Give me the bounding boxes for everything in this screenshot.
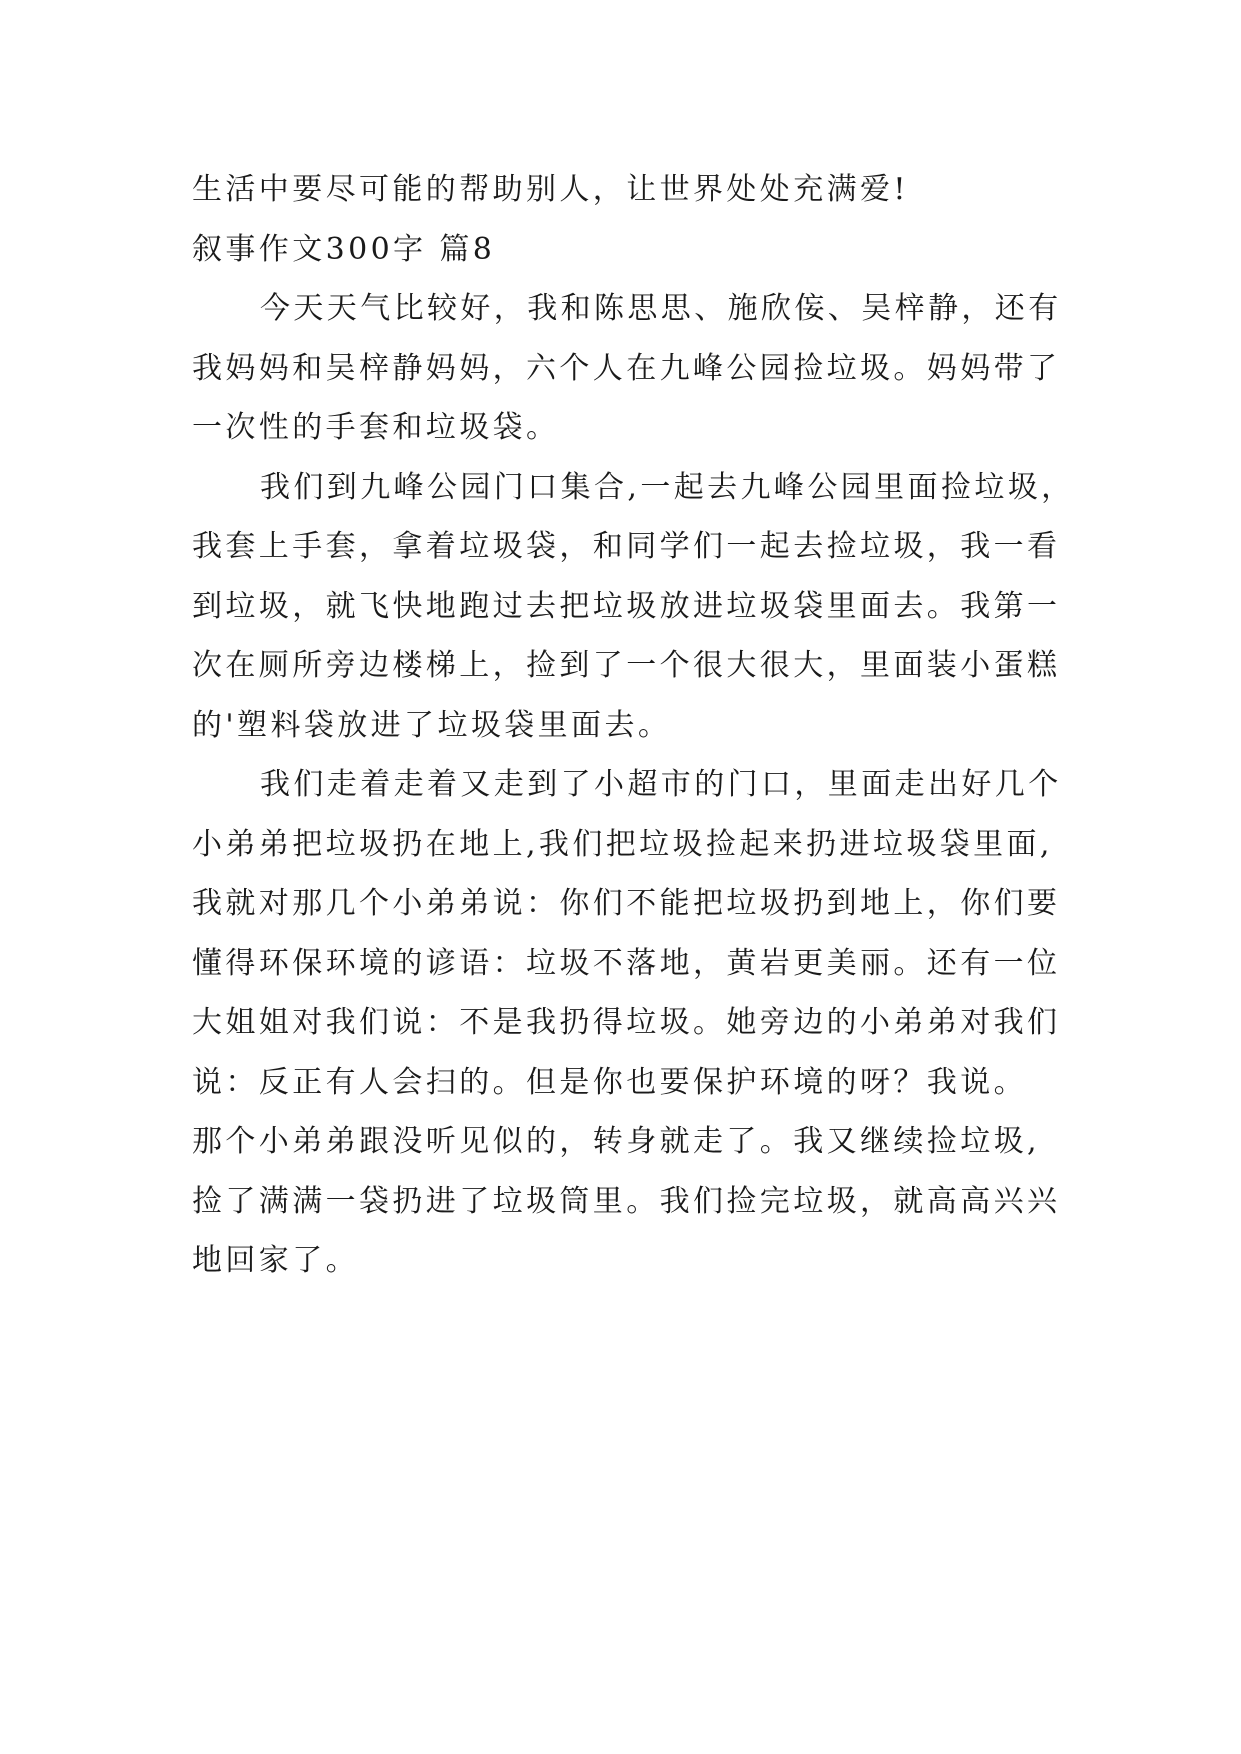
paragraph-line: 大姐姐对我们说：不是我扔得垃圾。她旁边的小弟弟对我们 (192, 1005, 1061, 1040)
paragraph-line: 今天天气比较好，我和陈思思、施欣侫、吴梓静，还有 (260, 291, 1062, 326)
paragraph-line: 懂得环保环境的谚语：垃圾不落地，黄岩更美丽。还有一位 (192, 945, 1061, 981)
paragraph-line: 次在厕所旁边楼梯上，捡到了一个很大很大，里面装小蛋糕 (192, 648, 1061, 683)
paragraph-line: 我套上手套，拿着垃圾袋，和同学们一起去捡垃圾，我一看 (192, 529, 1061, 564)
paragraph-line: 一次性的手套和垃圾袋。 (192, 410, 560, 445)
paragraph-line: 我们走着走着又走到了小超市的门口，里面走出好几个 (260, 767, 1062, 802)
paragraph-2 (192, 458, 1075, 756)
closing-line: 生活中要尽可能的帮助别人，让世界处处充满爱! (192, 172, 909, 207)
paragraph-line: 我们到九峰公园门口集合,一起去九峰公园里面捡垃圾， (260, 469, 1075, 505)
paragraph-line: 说：反正有人会扫的。但是你也要保护环境的呀？我说。 (192, 1064, 1027, 1100)
paragraph-line: 的'塑料袋放进了垃圾袋里面去。 (192, 707, 672, 743)
paragraph-line: 捡了满满一袋扔进了垃圾筒里。我们捡完垃圾，就高高兴兴 (192, 1183, 1061, 1219)
paragraph-line: 小弟弟把垃圾扔在地上,我们把垃圾捡起来扔进垃圾袋里面, (192, 826, 1053, 862)
essay-heading: 叙事作文300字 篇8 (192, 231, 496, 267)
paragraph-line: 到垃圾，就飞快地跑过去把垃圾放进垃圾袋里面去。我第一 (192, 588, 1061, 624)
paragraph-1 (192, 279, 1062, 458)
paragraph-3 (192, 755, 1062, 1291)
document-body (192, 160, 1075, 1291)
paragraph-line: 我就对那几个小弟弟说：你们不能把垃圾扔到地上，你们要 (192, 886, 1061, 921)
paragraph-line: 地回家了。 (192, 1243, 359, 1278)
paragraph-line: 我妈妈和吴梓静妈妈，六个人在九峰公园捡垃圾。妈妈带了 (192, 350, 1061, 386)
paragraph-line: 那个小弟弟跟没听见似的，转身就走了。我又继续捡垃圾, (192, 1124, 1040, 1159)
